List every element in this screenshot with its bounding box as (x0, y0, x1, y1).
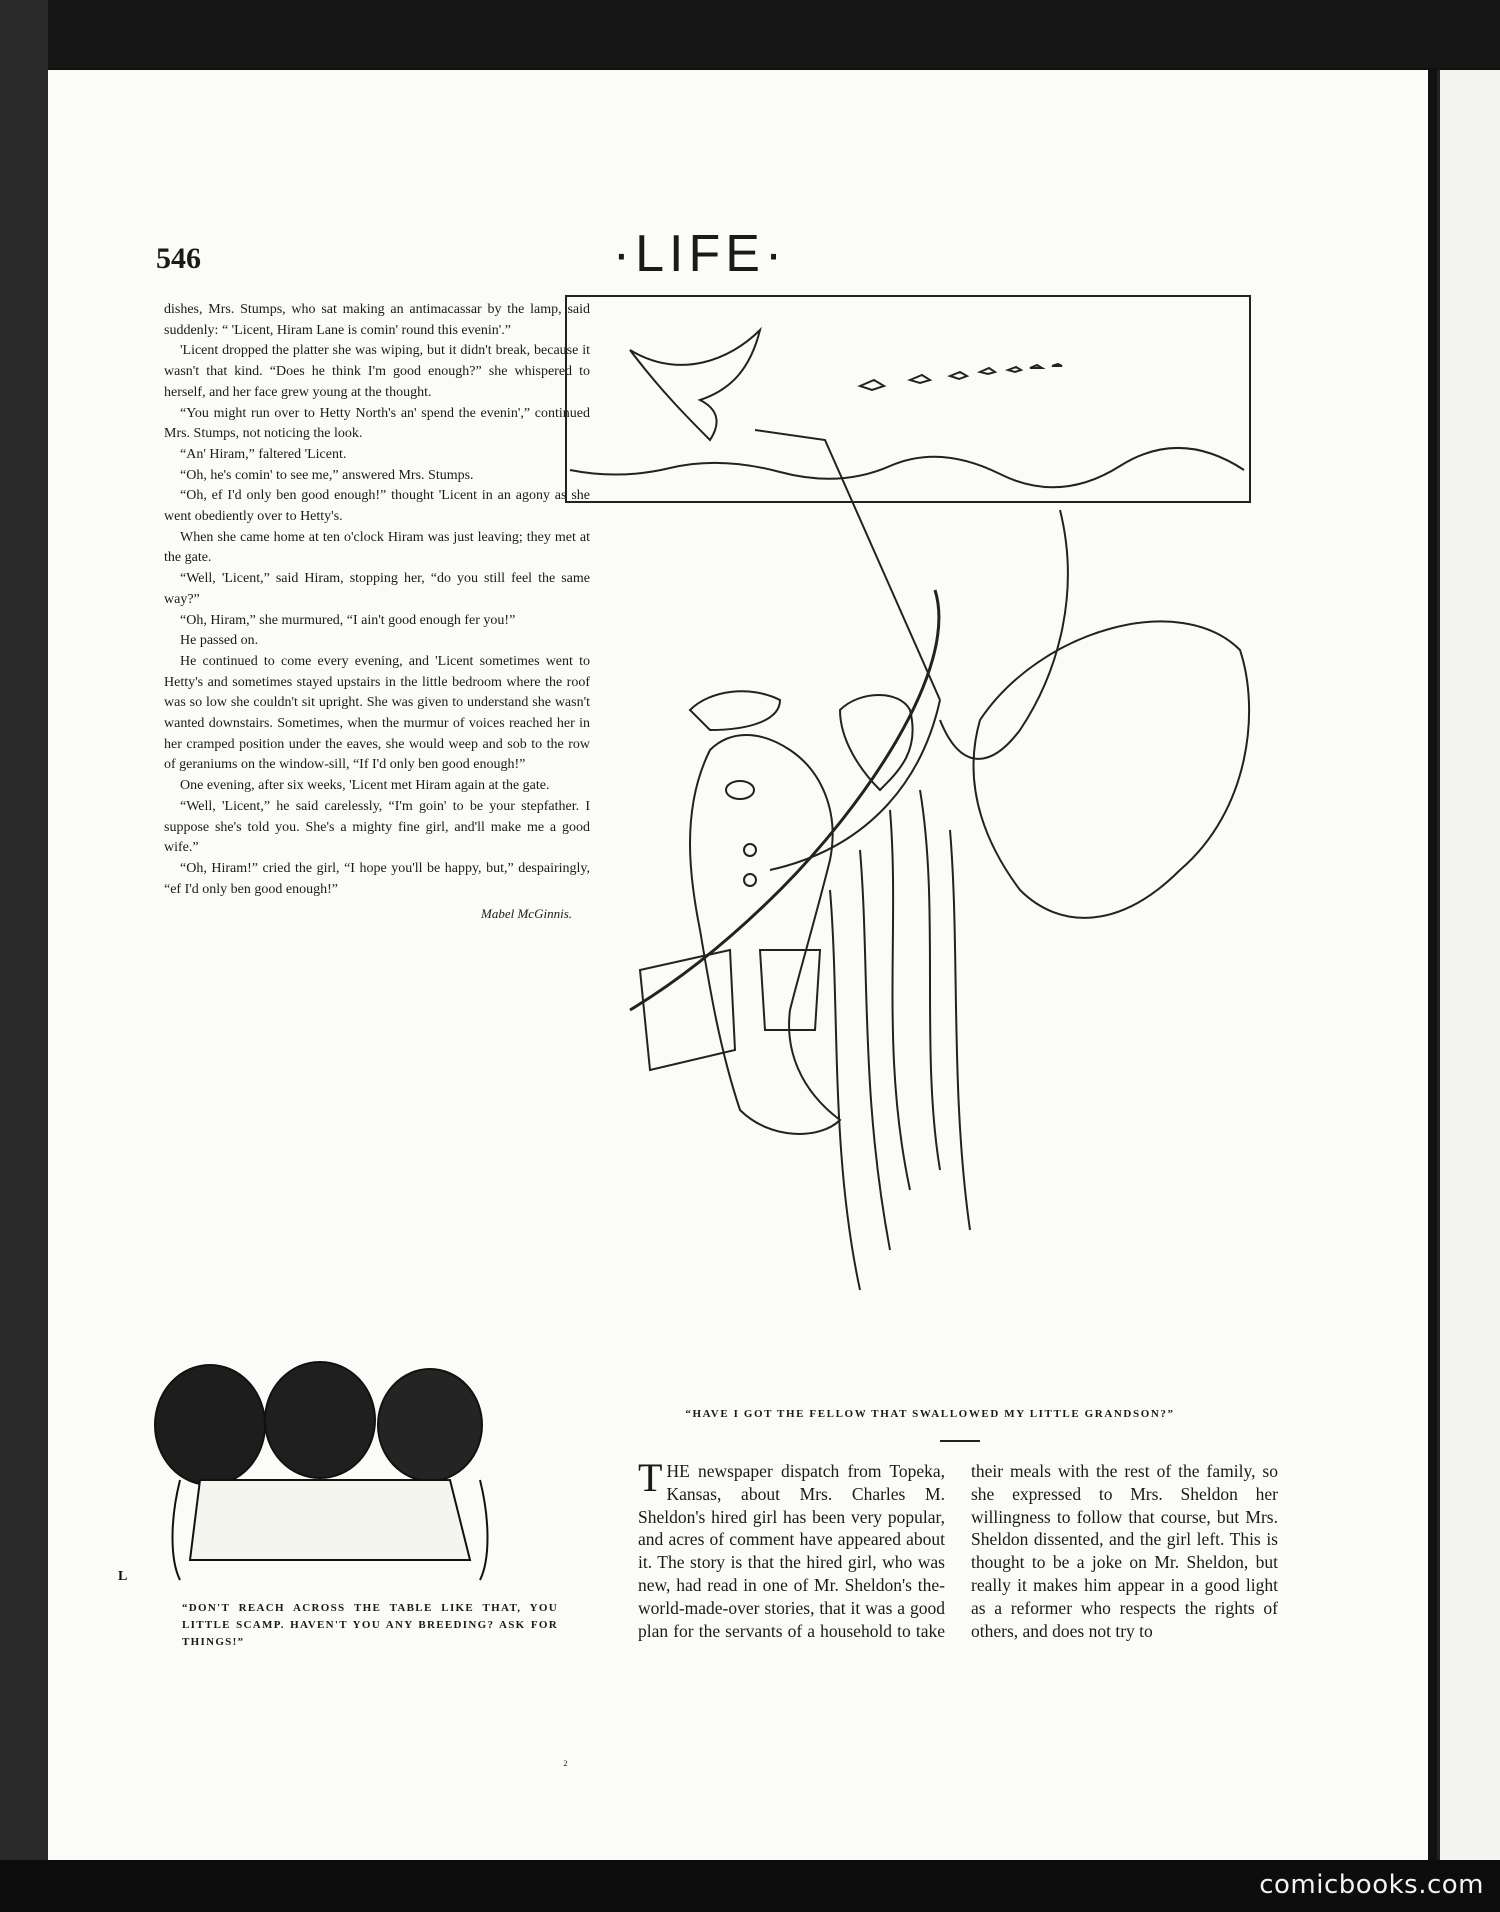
bird-flock (860, 364, 1062, 390)
footer-mark: ₂ (563, 1752, 568, 1767)
story-paragraph: “You might run over to Hetty North's an' spend the evenin',” continued Mrs. Stumps, not noticing the look. (164, 405, 590, 442)
fisherman-hat (690, 691, 780, 730)
story-paragraph: “Oh, Hiram!” cried the girl, “I hope you'll be happy, but,” despairingly, “ef I'd only ben good enough!” (164, 860, 590, 897)
story-paragraph: “Oh, ef I'd only ben good enough!” thought 'Licent in an agony as she went obediently over to Hetty's. (164, 488, 590, 525)
surface-inset-frame (566, 296, 1250, 502)
bird-shape (630, 330, 760, 440)
fish-cartoon-caption: “HAVE I GOT THE FELLOW THAT SWALLOWED MY LITTLE GRANDSON?” (685, 1408, 1175, 1420)
page-number: 546 (156, 242, 201, 275)
elephant-cartoon-caption: “DON'T REACH ACROSS THE TABLE LIKE THAT, YOU LITTLE SCAMP. HAVEN'T YOU ANY BREEDING? ASK FOR THINGS!” (182, 1602, 558, 1648)
fishing-line-upper (755, 430, 940, 700)
story-paragraph: When she came home at ten o'clock Hiram was just leaving; they met at the gate. (164, 529, 590, 566)
elephants-dinner-illustration (110, 1330, 570, 1590)
story-paragraph: “An' Hiram,” faltered 'Licent. (180, 446, 347, 462)
artist-mark: L (118, 1569, 128, 1584)
elephant-left (155, 1365, 265, 1485)
story-paragraph: “Oh, he's comin' to see me,” answered Mrs. Stumps. (180, 467, 474, 483)
scan-bottom-border (0, 1860, 1500, 1912)
masthead-title: ·LIFE· (612, 225, 788, 283)
fishing-line-lower (770, 700, 940, 870)
story-paragraph: “Well, 'Licent,” said Hiram, stopping her, “do you still feel the same way?” (164, 571, 590, 607)
story-signature: Mabel McGinnis. (481, 906, 572, 922)
story-paragraph: “Well, 'Licent,” he said carelessly, “I'm goin' to be your stepfather. I suppose she's told you. She's a mighty fine girl, and'll make me a good wife.” (164, 798, 590, 856)
fish-fisherman-illustration (560, 290, 1260, 1380)
story-paragraph: He continued to come every evening, and 'Licent sometimes went to Hetty's and sometimes stayed upstairs in the little bedroom where the roof was so low she couldn't sit upright. She was given to understand she wasn't wanted downstairs. Sometimes, when the murmur of voices reached her in her cramped position under the eaves, she would weep and sob to the row of geraniums on the window-sill, “If I'd only ben good enough!” (164, 653, 590, 773)
story-paragraph: dishes, Mrs. Stumps, who sat making an antimacassar by the lamp, said suddenly: “ 'Licent, Hiram Lane is comin' round this evenin'.” (164, 302, 590, 338)
elephant-center (265, 1362, 375, 1478)
basket (640, 950, 735, 1070)
story-paragraph: He passed on. (180, 633, 259, 649)
story-column (164, 300, 590, 925)
drop-cap: T (638, 1455, 663, 1500)
elephant-right (378, 1369, 482, 1481)
seaweed-strands (830, 790, 970, 1290)
distant-fisherman (840, 695, 913, 790)
scan-top-border (0, 0, 1500, 68)
watermark: comicbooks.com (1259, 1870, 1484, 1900)
story-paragraph: One evening, after six weeks, 'Licent met Hiram again at the gate. (180, 778, 550, 794)
news-columns (638, 1455, 1278, 1642)
scan-left-border (0, 0, 48, 1912)
caption-rule (940, 1440, 980, 1442)
story-paragraph: 'Licent dropped the platter she was wiping, but it didn't break, because it wasn't that kind. “Does he think I'm good enough?” she whispered to herself, and her face grew young at the thought. (164, 343, 590, 400)
adjacent-page-edge (1437, 70, 1500, 1860)
bait-line (940, 510, 1068, 759)
dinner-table (190, 1480, 470, 1560)
news-text: HE newspaper dispatch from Topeka, Kansas, about Mrs. Charles M. Sheldon's hired girl has been very popular, and acres of comment have appeared about it. The story is that the hired girl, who was new, had read in one of Mr. Sheldon's the-world-made-over stories, that it was a good plan for the servants of a household to take their meals with the rest of the family, so she expressed to Mrs. Sheldon her willingness to follow that course, but Mrs. Sheldon dissented, and the girl left. This is thought to be a joke on Mr. Sheldon, but really it makes him appear in a good light as a reformer who respects the rights of others, and does not try to (638, 1461, 1278, 1641)
water-surface (570, 448, 1244, 487)
fish-fisherman-body (690, 735, 840, 1134)
news-paragraph (638, 1455, 1278, 1642)
story-paragraph: “Oh, Hiram,” she murmured, “I ain't good enough fer you!” (180, 612, 516, 628)
seaweed-rock (974, 621, 1250, 917)
bubble (726, 781, 754, 799)
